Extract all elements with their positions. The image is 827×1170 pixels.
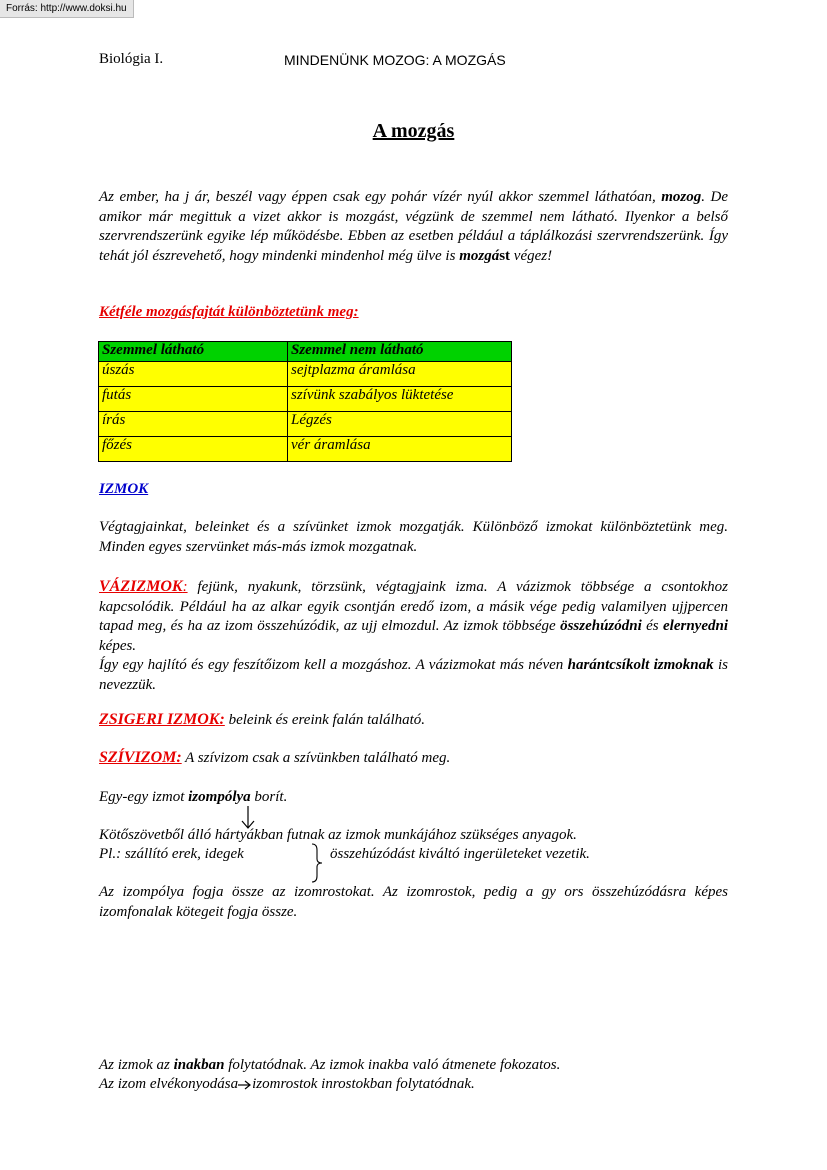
- movement-table: [98, 341, 512, 462]
- izmok-heading: IZMOK: [99, 481, 149, 497]
- table-header-row: [99, 342, 512, 362]
- table-cell: írás: [99, 412, 288, 437]
- inak-line-2: Az izom elvékonyodása izomrostok inrostokban folytatódnak.: [99, 1076, 475, 1092]
- header-chapter: MINDENÜNK MOZOG: A MOZGÁS: [284, 52, 506, 68]
- table-header-cell: Szemmel nem látható: [288, 342, 512, 362]
- arrow-right-icon: [238, 1080, 252, 1090]
- table-row: [99, 412, 512, 437]
- pl-left: Pl.: szállító erek, idegek: [99, 846, 244, 862]
- table-cell: Légzés: [288, 412, 512, 437]
- page-title: A mozgás: [372, 120, 455, 142]
- brace-icon: [310, 843, 324, 883]
- intro-paragraph: Az ember, ha j ár, beszél vagy éppen csak egy pohár vízér nyúl akkor szemmel láthatóan, mozog. De amikor már megittuk a vizet akkor is mozgást, végzünk de szemmel nem látható. Ilyenkor a belső szervrendszerünk egyike lép működésbe. Ebben az esetben például a táplálkozási szervrendszerünk. Így tehát jól észrevehető, hogy mindenki mindenhol még ülve is mozgást végez!: [99, 189, 728, 264]
- source-label: Forrás: http://www.doksi.hu: [0, 0, 134, 18]
- table-cell: úszás: [99, 362, 288, 387]
- pl-right: összehúzódást kiváltó ingerületeket vezetik.: [330, 846, 590, 862]
- table-cell: vér áramlása: [288, 437, 512, 462]
- table-cell: szívünk szabályos lüktetése: [288, 387, 512, 412]
- szivizom-label: SZÍVIZOM:: [99, 749, 182, 766]
- table-cell: futás: [99, 387, 288, 412]
- izompolya-line: Egy-egy izmot izompólya borít.: [99, 789, 288, 805]
- table-row: [99, 362, 512, 387]
- zsigeri-paragraph: ZSIGERI IZMOK: beleink és ereink falán található.: [99, 711, 426, 728]
- two-types-heading: Kétféle mozgásfajtát különböztetünk meg:: [99, 304, 359, 320]
- table-header-cell: Szemmel látható: [99, 342, 288, 362]
- szivizom-paragraph: SZÍVIZOM: A szívizom csak a szívünkben található meg.: [99, 749, 451, 766]
- izomrost-paragraph: Az izompólya fogja össze az izomrostokat. Az izomrostok, pedig a gy ors összehúzódásra képes izomfonalak kötegeit fogja össze.: [99, 884, 728, 920]
- vazizmok-paragraph: VÁZIZMOK: fejünk, nyakunk, törzsünk, végtagjaink izma. A vázizmok többsége a csontokhoz kapcsolódik. Például ha az alkar egyik csontján eredő izom, a másik vége pedig valamilyen ujjpercen tapad meg, és ha az izom összehúzódik, az ujj elmozdul. Az izmok többsége összehúzódni és elernyedni képes. Így egy hajlító és egy feszítőizom kell a mozgáshoz. A vázizmokat más néven harántcsíkolt izmoknak is nevezzük.: [99, 578, 728, 693]
- zsigeri-label: ZSIGERI IZMOK:: [99, 711, 225, 728]
- inak-line-1: Az izmok az inakban folytatódnak. Az izmok inakba való átmenete fokozatos.: [99, 1057, 561, 1073]
- table-cell: főzés: [99, 437, 288, 462]
- table-row: [99, 387, 512, 412]
- vazizmok-label: VÁZIZMOK: [99, 578, 183, 595]
- izmok-paragraph: Végtagjainkat, beleinket és a szívünket izmok mozgatják. Különböző izmokat különböztetünk meg. Minden egyes szervünket más-más izmok mozgatnak.: [99, 519, 728, 555]
- table-cell: sejtplazma áramlása: [288, 362, 512, 387]
- kotoszovet-line: Kötőszövetből álló hártyákban futnak az izmok munkájához szükséges anyagok.: [99, 827, 577, 843]
- header-subject: Biológia I.: [99, 51, 164, 67]
- table-row: [99, 437, 512, 462]
